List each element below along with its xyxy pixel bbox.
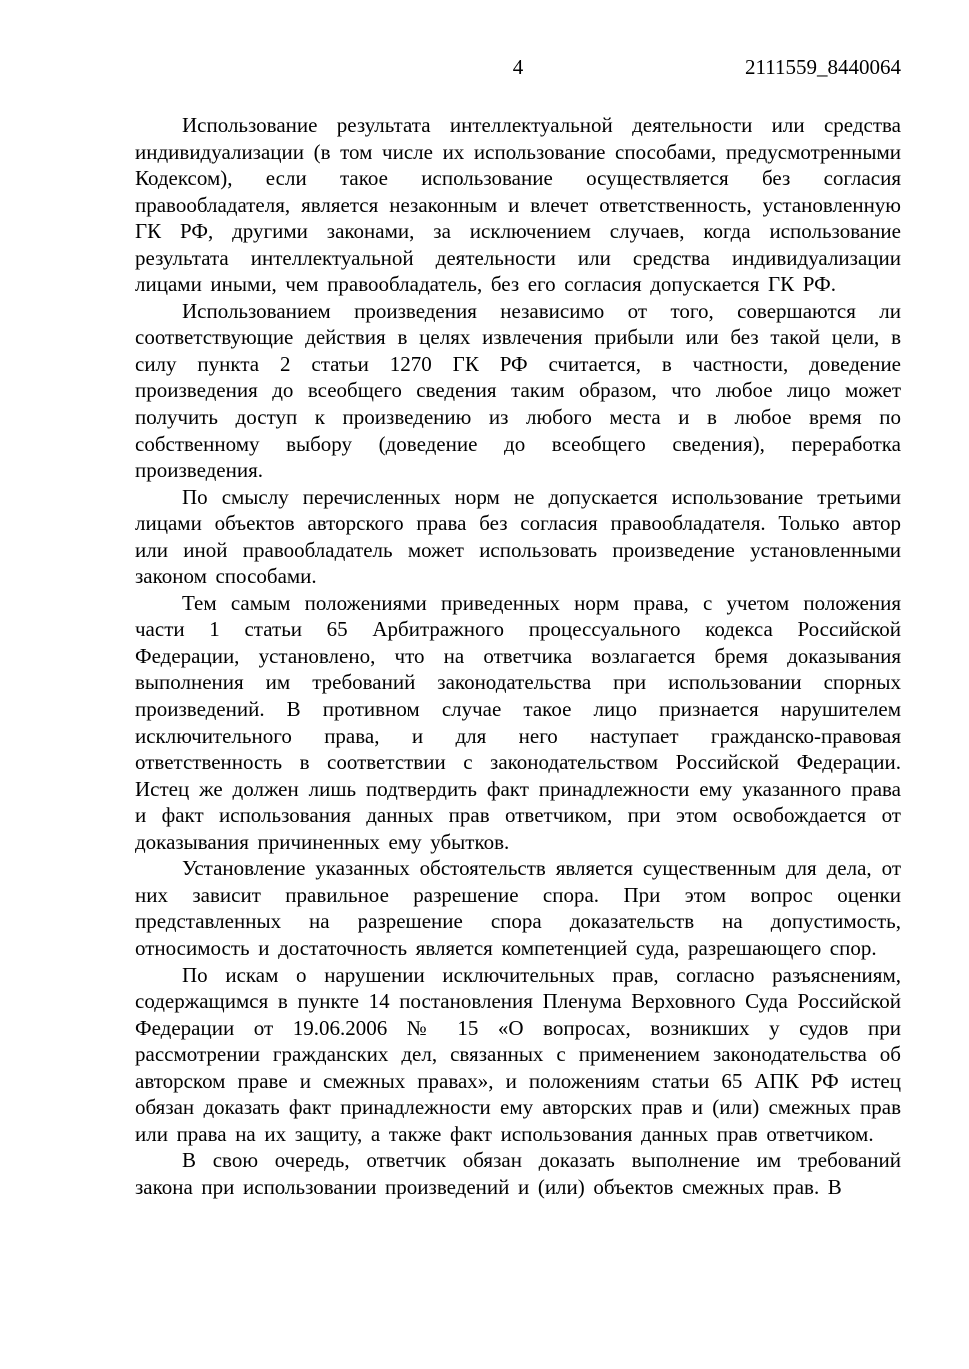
body-paragraph: В свою очередь, ответчик обязан доказать выполнение им требований закона при использовании произведений и (или) объектов смежных прав. В — [135, 1148, 901, 1199]
body-paragraph: Использование результата интеллектуальной деятельности или средства индивидуализации (в том числе их использование способами, предусмотренными Кодексом), если такое использование осуществляется без согласия правообладателя, является незаконным и влечет ответственность, установленную ГК РФ, другими законами, за исключением случаев, когда использование результата интеллектуальной деятельности или средства индивидуализации лицами иными, чем правообладатель, без его согласия допускается ГК РФ. — [135, 113, 901, 297]
body-paragraph: Использованием произведения независимо от того, совершаются ли соответствующие действия в целях извлечения прибыли или без такой цели, в силу пункта 2 статьи 1270 ГК РФ считается, в частности, доведение произведения до всеобщего сведения таким образом, что любое лицо может получить доступ к произведению из любого места и в любое время по собственному выбору (доведение до всеобщего сведения), переработка произведения. — [135, 298, 901, 483]
page-number: 4 — [512, 55, 524, 79]
body-paragraph: Тем самым положениями приведенных норм права, с учетом положения части 1 статьи 65 Арбитражного процессуального кодекса Российской Федерации, установлено, что на ответчика возлагается бремя доказывания выполнения им требований законодательства при использовании спорных произведений. В противном случае такое лицо признается нарушителем исключительного права, и для него наступает гражданско-правовая ответственность в соответствии с законодательством Российской Федерации. Истец же должен лишь подтвердить факт принадлежности ему указанного права и факт использования данных прав ответчиком, при этом освобождается от доказывания причиненных ему убытков. — [135, 590, 901, 854]
body-paragraph: По смыслу перечисленных норм не допускается использование третьими лицами объектов авторского права без согласия правообладателя. Только автор или иной правообладатель может использовать произведение установленными законом способами. — [135, 484, 901, 589]
page-header — [135, 54, 901, 82]
document-body — [135, 112, 901, 1200]
body-paragraph: По искам о нарушении исключительных прав, согласно разъяснениям, содержащимся в пункте 14 постановления Пленума Верховного Суда Российской Федерации от 19.06.2006 № 15 «О вопросах, возникших у судов при рассмотрении гражданских дел, связанных с применением законодательства об авторском праве и смежных правах», и положениям статьи 65 АПК РФ истец обязан доказать факт принадлежности ему авторских прав и (или) смежных прав или права на их защиту, а также факт использования данных прав ответчиком. — [135, 962, 901, 1146]
body-paragraph: Установление указанных обстоятельств является существенным для дела, от них зависит правильное разрешение спора. При этом вопрос оценки представленных на разрешение спора доказательств на допустимость, относимость и достаточность является компетенцией суда, разрешающего спор. — [135, 856, 901, 960]
document-id: 2111559_8440064 — [745, 55, 901, 79]
